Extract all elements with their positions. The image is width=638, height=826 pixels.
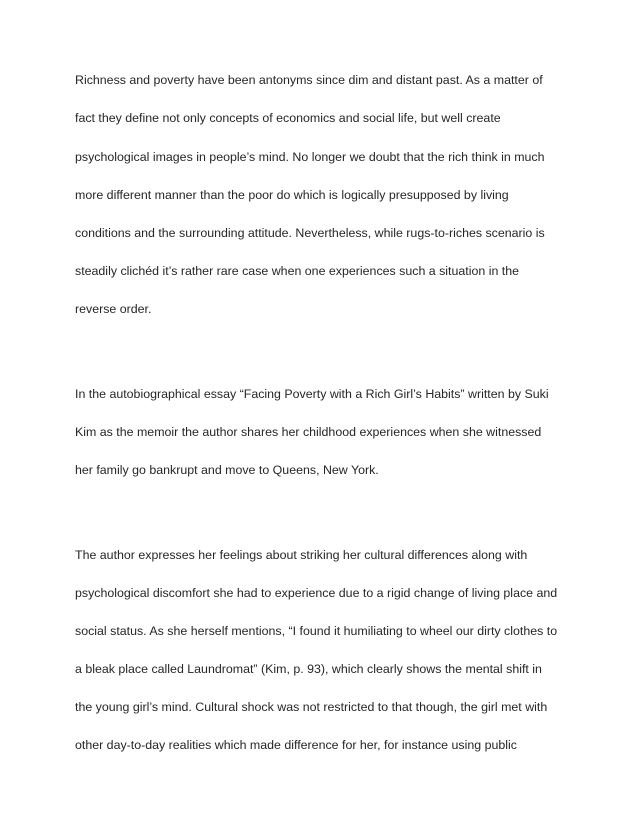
paragraph-line: In the autobiographical essay “Facing Poverty with a Rich Girl’s Habits” written by Suki [75,387,549,401]
paragraph-line: a bleak place called Laundromat” (Kim, p. 93), which clearly shows the mental shift in [75,662,542,676]
paragraph-line: other day-to-day realities which made difference for her, for instance using public [75,738,517,752]
paragraph-line: conditions and the surrounding attitude. Nevertheless, while rugs-to-riches scenario is [75,226,545,240]
paragraph-line: more different manner than the poor do which is logically presupposed by living [75,188,509,202]
paragraph-line: psychological discomfort she had to experience due to a rigid change of living place and [75,586,558,600]
paragraph-line: psychological images in people’s mind. No longer we doubt that the rich think in much [75,150,545,164]
paragraph-line: social status. As she herself mentions, “I found it humiliating to wheel our dirty clothes to [75,624,558,638]
paragraph-line: fact they define not only concepts of economics and social life, but well create [75,111,501,125]
paragraph-line: The author expresses her feelings about striking her cultural differences along with [75,548,528,562]
paragraph-line: reverse order. [75,302,152,316]
paragraph-line: Richness and poverty have been antonyms since dim and distant past. As a matter of [75,73,543,87]
paragraph-line: steadily clichéd it’s rather rare case when one experiences such a situation in the [75,264,520,278]
paragraph-line: Kim as the memoir the author shares her childhood experiences when she witnessed [75,425,542,439]
paragraph-line: her family go bankrupt and move to Queens, New York. [75,463,379,477]
paragraph-line: the young girl’s mind. Cultural shock was not restricted to that though, the girl met with [75,700,548,714]
